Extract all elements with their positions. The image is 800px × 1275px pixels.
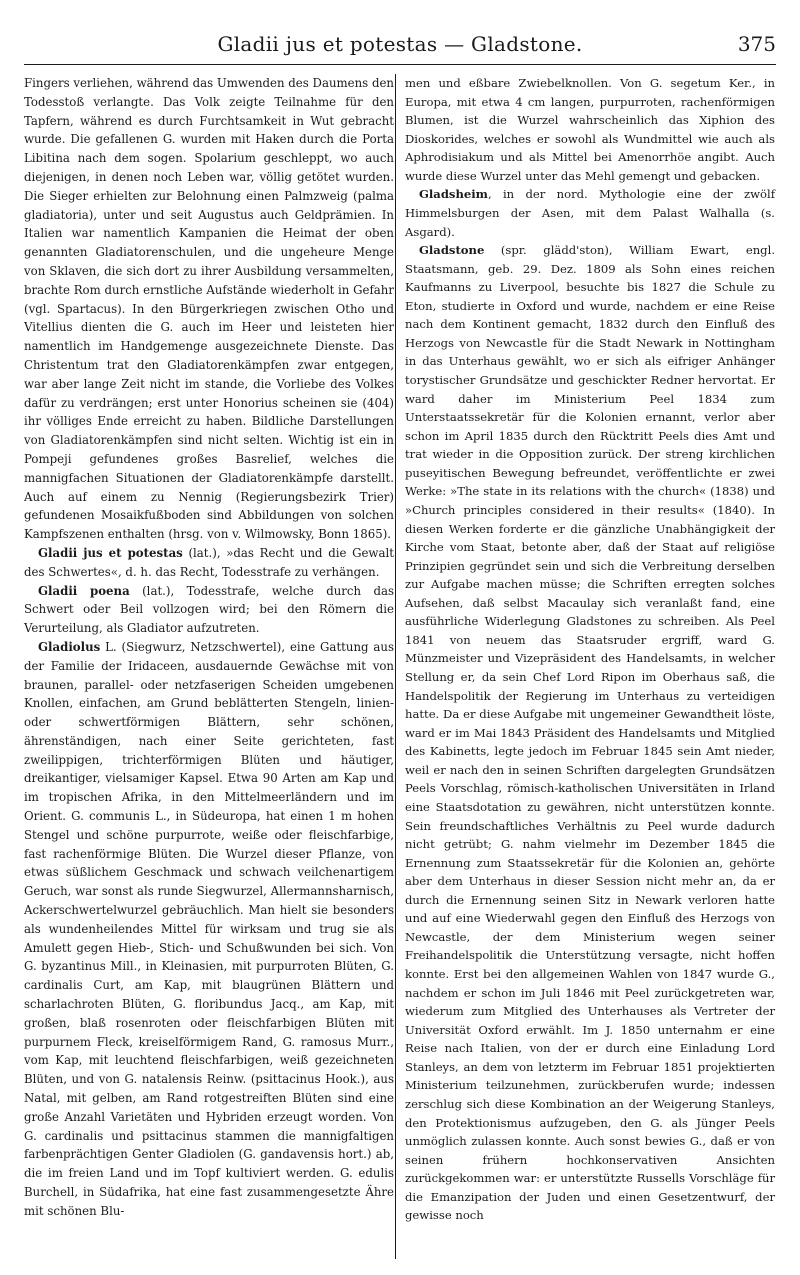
entry-text: L. (Siegwurz, Netzschwertel), eine Gattung aus der Familie der Iridaceen, ausdauernde Gewächse mit von braunen, parallel- oder netzfaserigen Scheiden umgebenen Knollen, einfachen, am Grund beblätterten Stengeln, linien- oder schwertförmigen Blättern, sehr schönen, ährenständigen, nach einer Seite gerichteten, fast zweilippigen, trichterförmigen Blüten und häutiger, dreikantiger, vielsamiger Kapsel. Etwa 90 Arten am Kap und im tropischen Afrika, in den Mittelmeerländern und im Orient. G. communis L., in Südeuropa, hat einen 1 m hohen Stengel und schöne purpurrote, weiße oder fleischfarbige, fast rachenförmige Blüten. Die Wurzel dieser Pflanze, von etwas süßlichem Geschmack und schwach veilchenartigem Geruch, war sonst als runde Siegwurzel, Allermannsharnisch, Ackerschwertelwurzel gebräuchlich. Man hielt sie besonders als wundenheilendes Mittel für wirksam und trug sie als Amulett gegen Hieb-, Stich- und Schußwunden bei sich. Von G. byzantinus Mill., in Kleinasien, mit purpurroten Blüten, G. cardinalis Curt, am Kap, mit blaugrünen Blättern und scharlachroten Blüten, G. floribundus Jacq., am Kap, mit großen, blaß rosenroten oder fleischfarbigen Blüten mit purpurnem Fleck, kreiselförmigem Rand, G. ramosus Murr., vom Kap, mit leuchtend fleischfarbigen, weiß gezeichneten Blüten, und von G. natalensis Reinw. (psittacinus Hook.), aus Natal, mit gelben, am Rand rotgestreiften Blüten sind eine große Anzahl Varietäten und Hybriden erzeugt worden. Von G. cardinalis und psittacinus stammen die mannigfaltigen farbenprächtigen Genter Gladiolen (G. gandavensis hort.) ab, die im freien Land und im Topf kultiviert werden. G. edulis Burchell, in Südafrika, hat eine fast zusammengesetzte Ähre mit schönen Blu- — [24, 639, 394, 1218]
entry-text: (lat.), Todesstrafe, welche durch das Schwert oder Beil vollzogen wird; bei den Römern die Verurteilung, als Gladiator aufzutreten. — [24, 583, 395, 636]
column-divider — [395, 74, 396, 1259]
entry-continuation — [24, 74, 394, 544]
entry-text: (spr. glädd'ston), William Ewart, engl. Staatsmann, geb. 29. Dez. 1809 als Sohn eines reichen Kaufmanns zu Liverpool, besuchte bis 1827 die Schule zu Eton, studierte in Oxford und wurde, nachdem er eine Reise nach dem Kontinent gemacht, 1832 durch den Einfluß des Herzogs von Newcastle für die Stadt Newark in Nottingham in das Unterhaus gewählt, wo er sich als eifriger Anhänger torystischer Grundsätze und geschickter Redner hervortat. Er ward daher im Ministerium Peel 1834 zum Unterstaatssekretär für die Kolonien ernannt, verlor aber schon im April 1835 durch den Rücktritt Peels dies Amt und trat wieder in die Opposition zurück. Der streng kirchlichen puseyitischen Bewegung befreundet, veröffentlichte er zwei Werke: »The state in its relations with the church« (1838) und »Church principles considered in their results« (1840). In diesen Werken forderte er die gänzliche Unabhängigkeit der Kirche vom Staat, betonte aber, daß der Staat auf religiöse Prinzipien gegründet sein und sich die Verbreitung derselben zur Aufgabe machen müsse; die Schriften erregten solches Aufsehen, daß selbst Macaulay sich veranlaßt fand, eine ausführliche Widerlegung Gladstones zu schreiben. Als Peel 1841 von neuem das Staatsruder ergriff, ward G. Münzmeister und Vizepräsident des Handelsamts, in welcher Stellung er, da sein Chef Lord Ripon im Oberhaus saß, die Handelspolitik der Regierung im Unterhaus zu verteidigen hatte. Da er diese Aufgabe mit ungemeiner Gewandtheit löste, ward er im Mai 1843 Präsident des Handelsamts und Mitglied des Kabinetts, legte jedoch im Februar 1845 sein Amt nieder, weil er nach den in seinen Schriften dargelegten Grundsätzen Peels Vorschlag, römisch-katholischen Universitäten in Irland eine Staatsdotation zu gewähren, nicht unterstützen konnte. Sein freundschaftliches Verhältnis zu Peel wurde dadurch nicht getrübt; G. nahm vielmehr im Dezember 1845 die Ernennung zum Staatssekretär für die Kolonien an, gehörte aber dem Unterhaus in dieser Session nicht mehr an, da er durch die Ernennung seinen Sitz in Newark verloren hatte und auf eine Wiederwahl gegen den Einfluß des Herzogs von Newcastle, der dem Ministerium wegen seiner Freihandelspolitik die Unterstützung versagte, nicht hoffen konnte. Erst bei den allgemeinen Wahlen von 1847 wurde G., nachdem er schon im Juli 1846 mit Peel zurückgetreten war, wiederum zum Mitglied des Unterhauses als Vertreter der Universität Oxford erwählt. Im J. 1850 unternahm er eine Reise nach Italien, von der er durch eine Einladung Lord Stanleys, an dem von letzterm im Februar 1851 projektierten Ministerium teilzunehmen, zurückberufen wurde; indessen zerschlug sich diese Kombination an der Weigerung Stanleys, den Protektionismus aufzugeben, den G. als Jünger Peels unmöglich zulassen konnte. Auch sonst bewies G., daß er von seinen frühern hochkonservativen Ansichten zurückgekommen war: er unterstützte Russells Vorschläge für die Emanzipation der Juden und einen Gesetzentwurf, der gewisse noch — [405, 243, 775, 1223]
entry-headword: Gladii jus et potestas — [38, 545, 183, 560]
entry-headword: Gladii poena — [38, 583, 130, 598]
entry-continuation — [405, 74, 775, 185]
page-header — [24, 30, 776, 65]
entry-headword: Gladsheim — [419, 187, 488, 202]
entry-gladii-jus — [24, 544, 394, 582]
entry-text: men und eßbare Zwiebelknollen. Von G. segetum Ker., in Europa, mit etwa 4 cm langen, purpurroten, rachenförmigen Blumen, ist die Wurzel wahrscheinlich das Xiphion des Dioskorides, welches er sowohl als Wundmittel wie auch als Aphrodisiakum und als Mittel bei Amenorrhöe angibt. Auch wurde diese Wurzel unter das Mehl gemengt und gebacken. — [405, 76, 775, 183]
entry-text: Fingers verliehen, während das Umwenden des Daumens den Todesstoß verlangte. Das Volk zeigte Teilnahme für den Tapfern, während es durch Furchtsamkeit in Wut gebracht wurde. Die gefallenen G. wurden mit Haken durch die Porta Libitina nach dem sogen. Spolarium geschleppt, wo auch diejenigen, in denen noch Leben war, völlig getötet wurden. Die Sieger erhielten zur Belohnung einen Palmzweig (palma gladiatoria), unter und seit Augustus auch Geldprämien. In Italien war namentlich Kampanien die Heimat der oben genannten Gladiatorenschulen, und die ungeheure Menge von Sklaven, die sich dort zu ihrer Ausbildung versammelten, brachte Rom durch ernstliche Aufstände wiederholt in Gefahr (vgl. Spartacus). In den Bürgerkriegen zwischen Otho und Vitellius dienten die G. auch im Heer und leisteten hier namentlich im Handgemenge ausgezeichnete Dienste. Das Christentum trat den Gladiatorenkämpfen zwar entgegen, war aber lange Zeit nicht im stande, die Vorliebe des Volkes dafür zu verdrängen; erst unter Honorius scheinen sie (404) ihr völliges Ende erreicht zu haben. Bildliche Darstellungen von Gladiatorenkämpfen sind nicht selten. Wichtig ist ein in Pompeji gefundenes großes Basrelief, welches die mannigfachen Situationen der Gladiatorenkämpfe darstellt. Auch auf einem zu Nennig (Regierungsbezirk Trier) gefundenen Mosaikfußboden sind Abbildungen von solchen Kampfszenen enthalten (hrsg. von v. Wilmowsky, Bonn 1865). — [24, 76, 394, 542]
entry-headword: Gladiolus — [38, 639, 101, 654]
entry-text: (lat.), »das Recht und die Gewalt des Schwertes«, d. h. das Recht, Todesstrafe zu verhängen. — [24, 545, 394, 579]
entry-gladsheim — [405, 185, 775, 241]
left-column — [24, 74, 394, 1221]
entry-text: , in der nord. Mythologie eine der zwölf Himmelsburgen der Asen, mit dem Palast Walhalla (s. Asgard). — [405, 187, 775, 239]
running-title: Gladii jus et potestas — Gladstone. — [217, 32, 583, 56]
page-number: 375 — [737, 32, 776, 56]
entry-gladiolus — [24, 638, 394, 1221]
entry-headword: Gladstone — [419, 243, 485, 258]
entry-gladstone — [405, 241, 775, 1225]
entry-gladii-poena — [24, 582, 394, 638]
right-column — [405, 74, 775, 1225]
